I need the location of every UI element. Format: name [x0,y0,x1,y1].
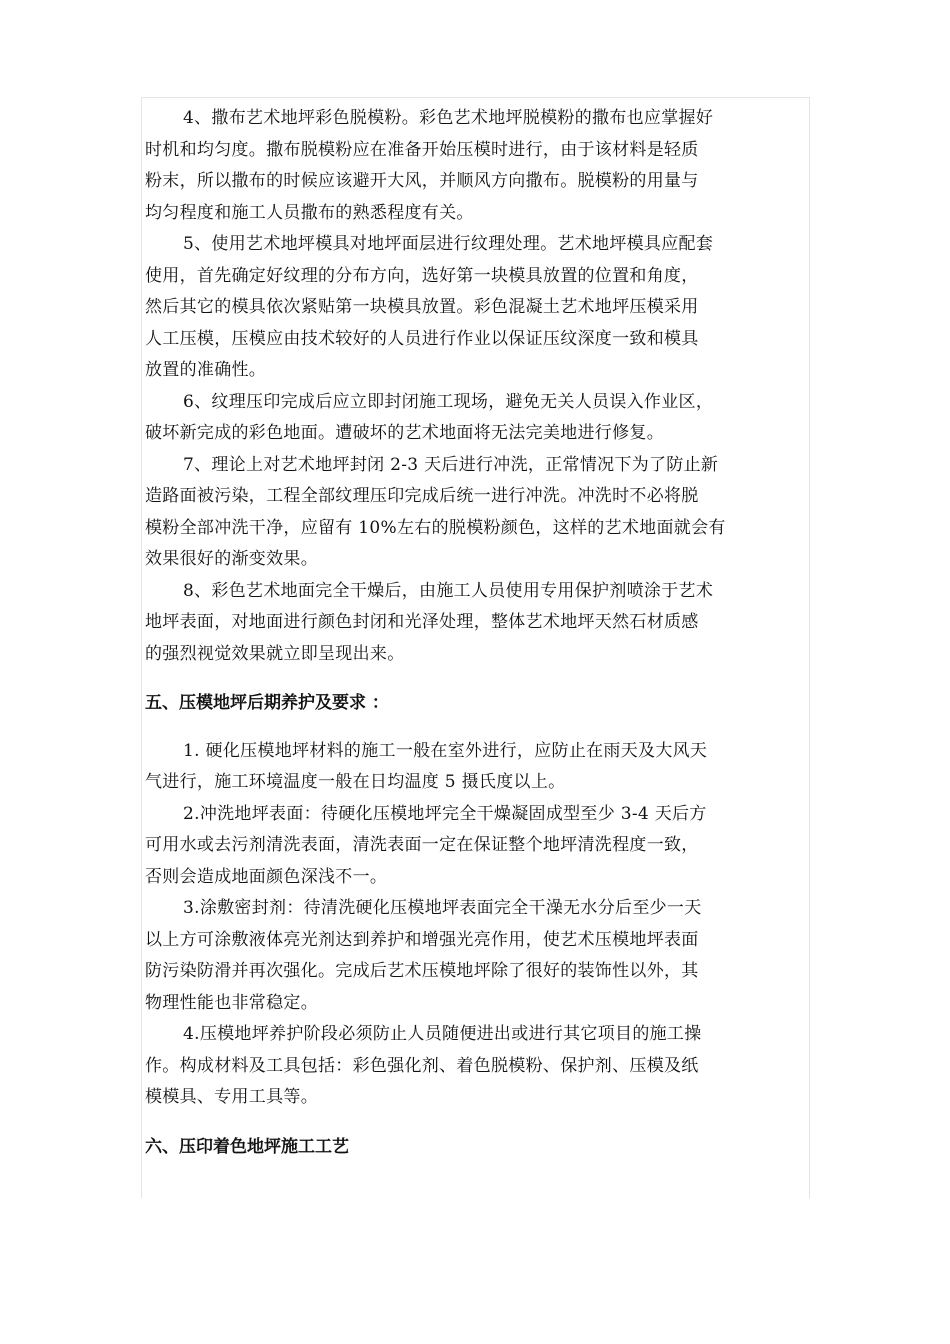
text-line: 4、撒布艺术地坪彩色脱模粉。彩色艺术地坪脱模粉的撒布也应掌握好 [183,108,714,128]
paragraph-4 [145,103,795,229]
text-line: 7、理论上对艺术地坪封闭 2-3 天后进行冲洗，正常情况下为了防止新 [183,454,719,475]
text-line: 作。构成材料及工具包括：彩色强化剂、着色脱模粉、保护剂、压模及纸 [145,1055,699,1076]
text-line: 均匀程度和施工人员撒布的熟悉程度有关。 [145,202,474,223]
section-heading-5: 五、压模地坪后期养护及要求 ： [145,693,389,713]
text-line: 以上方可涂敷液体亮光剂达到养护和增强光亮作用，使艺术压模地坪表面 [145,929,699,950]
text-line: 效果很好的渐变效果。 [145,549,318,569]
text-line: 放置的准确性。 [145,360,267,380]
text-line: 破坏新完成的彩色地面。遭破坏的艺术地面将无法完美地进行修复。 [145,423,664,443]
text-line: 可用水或去污剂清洗表面，清洗表面一定在保证整个地坪清洗程度一致， [145,835,699,855]
maintenance-item-2 [145,799,795,894]
paragraph-8 [145,576,795,671]
text-line: 5、使用艺术地坪模具对地坪面层进行纹理处理。艺术地坪模具应配套 [183,234,714,254]
document-body [145,103,795,1163]
text-line: 物理性能也非常稳定。 [145,992,318,1013]
text-line: 防污染防滑并再次强化。完成后艺术压模地坪除了很好的装饰性以外，其 [145,961,699,981]
text-line: 粉末，所以撒布的时候应该避开大风，并顺风方向撒布。脱模粉的用量与 [145,171,699,191]
text-line: 4.压模地坪养护阶段必须防止人员随便进出或进行其它项目的施工操 [183,1024,702,1044]
text-line: 使用，首先确定好纹理的分布方向，选好第一块模具放置的位置和角度， [145,265,699,286]
text-line: 模模具、专用工具等。 [145,1087,318,1107]
paragraph-5 [145,229,795,387]
text-line: 模粉全部冲洗干净，应留有 10%左右的脱模粉颜色，这样的艺术地面就会有 [145,517,726,538]
text-line: 1. 硬化压模地坪材料的施工一般在室外进行，应防止在雨天及大风天 [183,740,708,761]
maintenance-item-4 [145,1019,795,1114]
text-line: 造路面被污染，工程全部纹理压印完成后统一进行冲洗。冲洗时不必将脱 [145,486,699,506]
text-line: 否则会造成地面颜色深浅不一。 [145,866,388,887]
text-line: 的强烈视觉效果就立即呈现出来。 [145,643,405,664]
text-line: 2.冲洗地坪表面：待硬化压模地坪完全干燥凝固成型至少 3-4 天后方 [183,803,707,824]
text-line: 人工压模，压模应由技术较好的人员进行作业以保证压纹深度一致和模具 [145,328,699,349]
maintenance-item-1 [145,736,795,799]
maintenance-item-3 [145,893,795,1019]
text-line: 地坪表面，对地面进行颜色封闭和光泽处理，整体艺术地坪天然石材质感 [145,612,699,632]
text-line: 8、彩色艺术地面完全干燥后，由施工人员使用专用保护剂喷涂于艺术 [183,580,714,601]
text-line: 6、纹理压印完成后应立即封闭施工现场，避免无关人员误入作业区， [183,391,714,412]
paragraph-7 [145,450,795,576]
paragraph-6 [145,387,795,450]
text-line: 时机和均匀度。撒布脱模粉应在准备开始压模时进行，由于该材料是轻质 [145,139,699,160]
text-line: 然后其它的模具依次紧贴第一块模具放置。彩色混凝土艺术地坪压模采用 [145,297,699,317]
section-heading-6: 六、压印着色地坪施工工艺 [145,1136,349,1157]
text-line: 气进行，施工环境温度一般在日均温度 5 摄氏度以上。 [145,772,566,792]
text-line: 3.涂敷密封剂：待清洗硬化压模地坪表面完全干澡无水分后至少一天 [183,898,702,918]
